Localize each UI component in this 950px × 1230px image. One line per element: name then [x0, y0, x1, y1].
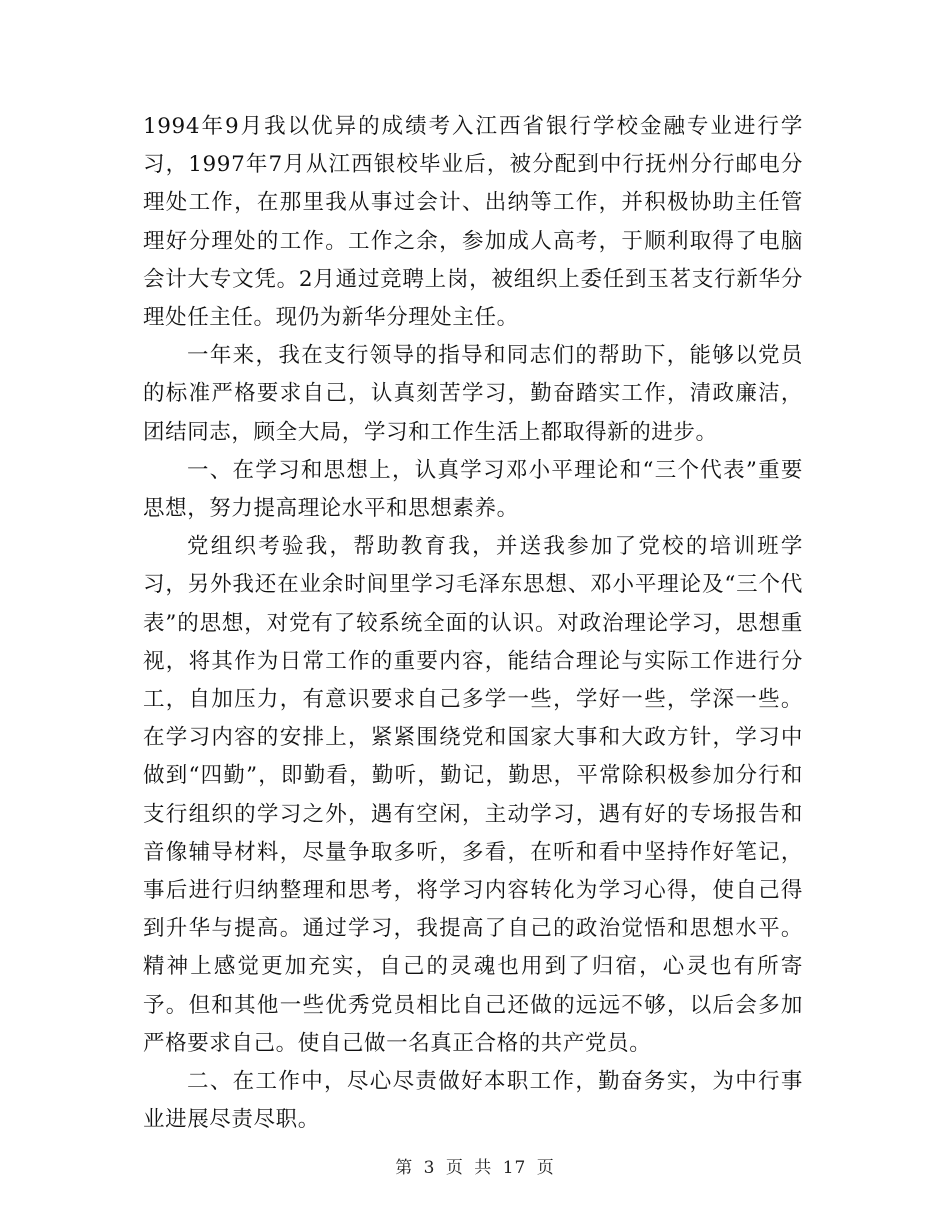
paragraph-study-details: 党组织考验我，帮助教育我，并送我参加了党校的培训班学习，另外我还在业余时间里学习毛泽东思想、邓小平理论及“三个代表”的思想，对党有了较系统全面的认识。对政治理论学习，思想重视，将其作为日常工作的重要内容，能结合理论与实际工作进行分工，自加压力，有意识要求自己多学一些，学好一些，学深一些。在学习内容的安排上，紧紧围绕党和国家大事和大政方针，学习中做到“四勤”，即勤看，勤听，勤记，勤思，平常除积极参加分行和支行组织的学习之外，遇有空闲，主动学习，遇有好的专场报告和音像辅导材料，尽量争取多听，多看，在听和看中坚持作好笔记，事后进行归纳整理和思考，将学习内容转化为学习心得，使自己得到升华与提高。通过学习，我提高了自己的政治觉悟和思想水平。精神上感觉更加充实，自己的灵魂也用到了归宿，心灵也有所寄予。但和其他一些优秀党员相比自己还做的远远不够，以后会多加严格要求自己。使自己做一名真正合格的共产党员。: [143, 534, 803, 1056]
paragraph-section-one-heading: 一、在学习和思想上，认真学习邓小平理论和“三个代表”重要思想，努力提高理论水平和思想素养。: [143, 457, 803, 522]
document-body: [143, 108, 803, 1139]
page-number-footer: 第 3 页 共 17 页: [395, 1158, 555, 1178]
paragraph-section-two-heading: 二、在工作中，尽心尽责做好本职工作，勤奋务实，为中行事业进展尽责尽职。: [143, 1069, 803, 1133]
paragraph-education-history: 1994年9月我以优异的成绩考入江西省银行学校金融专业进行学习，1997年7月从江西银校毕业后，被分配到中行抚州分行邮电分理处工作，在那里我从事过会计、出纳等工作，并积极协助主任管理好分理处的工作。工作之余，参加成人高考，于顺利取得了电脑会计大专文凭。2月通过竞聘上岗，被组织上委任到玉茗支行新华分理处任主任。现仍为新华分理处主任。: [143, 114, 803, 331]
paragraph-year-summary: 一年来，我在支行领导的指导和同志们的帮助下，能够以党员的标准严格要求自己，认真刻苦学习，勤奋踏实工作，清政廉洁，团结同志，顾全大局，学习和工作生活上都取得新的进步。: [143, 343, 803, 445]
